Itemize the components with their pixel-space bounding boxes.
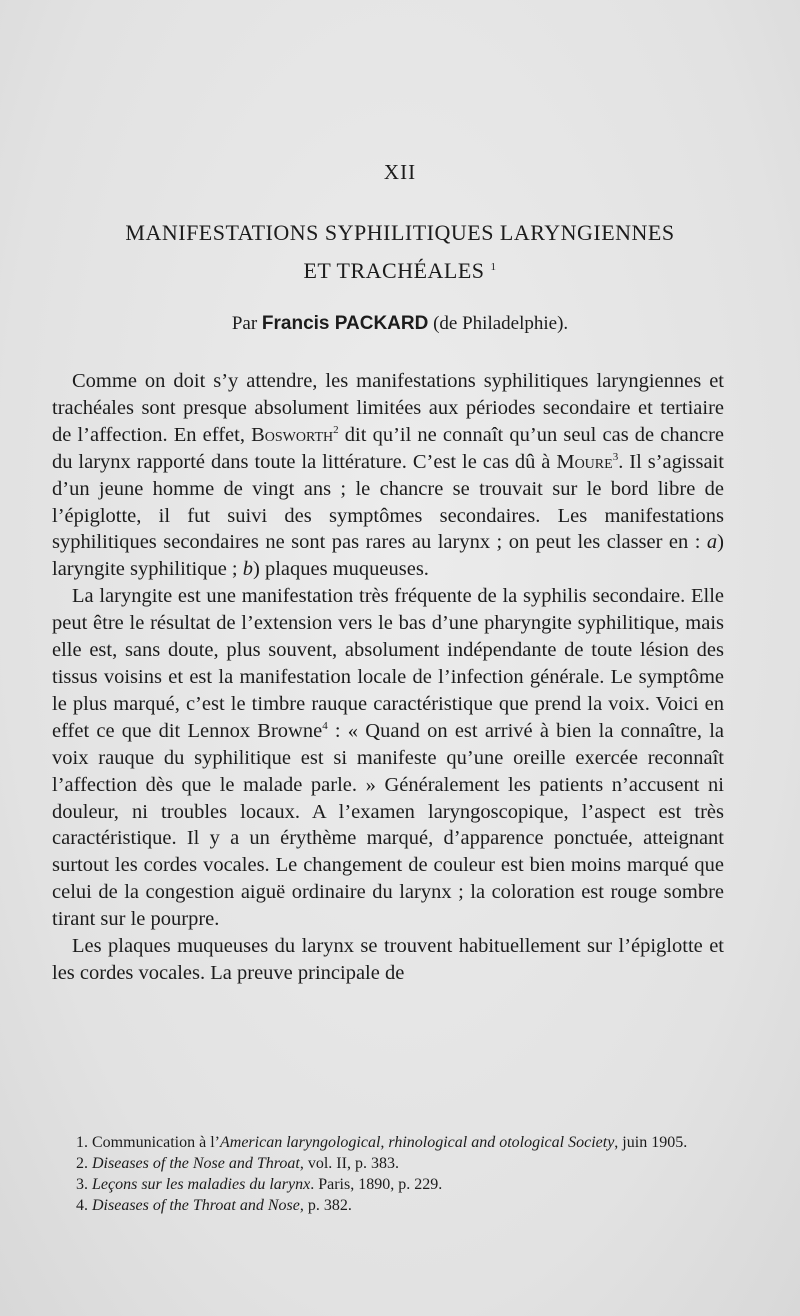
footnote-3-number: 3. [76, 1176, 88, 1193]
footnote-3 [52, 1174, 724, 1195]
footnote-1 [52, 1132, 724, 1153]
footnote-2-italic: Diseases of the Nose and Throat [92, 1155, 300, 1172]
footnote-4-number: 4. [76, 1197, 88, 1214]
author-line [0, 313, 800, 335]
title-footnote-ref: 1 [490, 261, 497, 273]
paragraph-3: Les plaques muqueuses du larynx se trouvent habituellement sur l’épiglotte et les cordes vocales. La preuve principale de [52, 935, 724, 984]
chapter-number: XII [383, 160, 417, 184]
author-ref-bosworth: Bosworth [251, 423, 334, 446]
p1-text-b: dit qu’il ne connaît qu’un seul cas de chancre du larynx rapporté dans toute la littérature. C’est le cas dû à [52, 423, 725, 473]
footnote-4-italic: Diseases of the Throat and Nose [92, 1197, 300, 1214]
list-marker-a: a [706, 531, 718, 554]
p1-text-d: ) laryngite syphilitique ; [52, 531, 724, 581]
footnote-1-text-b: , juin 1905. [614, 1134, 688, 1151]
footnote-ref-2: 2 [333, 423, 339, 436]
title-line-1-text: MANIFESTATIONS SYPHILITIQUES LARYNGIENNES [125, 220, 675, 245]
p1-text-c: . Il s’agissait d’un jeune homme de vingt ans ; le chancre se trouvait sur le bord libre de l’épiglotte, il fut suivi des symptômes secondaires. Les manifestations syphilitiques secondaires ne sont pas rares au larynx ; on peut les classer en : [52, 450, 724, 554]
chapter-title-line-1 [0, 220, 800, 246]
list-marker-b: b [242, 558, 253, 581]
footnote-ref-4: 4 [322, 719, 328, 732]
author-affiliation: (de Philadelphie). [433, 313, 569, 334]
body-text [52, 368, 724, 987]
footnote-3-text-b: . Paris, 1890, p. 229. [310, 1176, 443, 1193]
footnote-2 [52, 1153, 724, 1174]
p2-text-b: : « Quand on est arrivé à bien la connaître, la voix rauque du syphilitique est si manifeste qu’une oreille exercée reconnaît l’affection dès que le malade parle. » Généralement les patients n’accusent ni douleur, ni troubles locaux. A l’examen laryngoscopique, l’aspect est très caractéristique. Il y a un érythème marqué, d’apparence ponctuée, atteignant surtout les cordes vocales. Le changement de couleur est bien moins marqué que celui de la congestion aiguë ordinaire du larynx ; la coloration est rouge sombre tirant sur le pourpre. [52, 719, 725, 931]
footnote-ref-3: 3 [612, 450, 619, 463]
p1-text-e: ) plaques muqueuses. [253, 558, 429, 581]
footnote-3-italic: Leçons sur les maladies du larynx [92, 1176, 311, 1193]
author-ref-moure: Moure [556, 450, 613, 473]
chapter-title-line-2 [0, 258, 800, 284]
footnote-4-text-b: , p. 382. [299, 1197, 352, 1214]
paragraph-1 [52, 368, 724, 583]
paragraph-2 [52, 583, 724, 933]
p2-text-a: La laryngite est une manifestation très fréquente de la syphilis secondaire. Elle peut être le résultat de l’extension vers le bas d’une pharyngite syphilitique, mais elle est, sans doute, plus souvent, absolument indépendante de toute lésion des tissus voisins et est la manifestation locale de l’infection générale. Le symptôme le plus marqué, c’est le timbre rauque caractéristique que prend la voix. Voici en effet ce que dit Lennox Browne [52, 585, 724, 742]
footnote-1-number: 1. [76, 1134, 88, 1151]
footnote-2-text-b: , vol. II, p. 383. [299, 1155, 399, 1172]
author-prefix: Par [231, 313, 258, 334]
footnote-1-italic: American laryngological, rhinological and otological Society [219, 1134, 615, 1151]
footnote-1-text-a: Communication à l’ [92, 1134, 220, 1151]
footnote-2-number: 2. [76, 1155, 88, 1172]
footnotes [52, 1132, 724, 1216]
author-name: Francis PACKARD [261, 313, 429, 334]
title-line-2-text: ET TRACHÉALES [303, 258, 485, 283]
p1-text-a: Comme on doit s’y attendre, les manifestations syphilitiques laryngiennes et trachéales sont presque absolument limitées aux périodes secondaire et tertiaire de l’affection. En effet, [52, 370, 724, 446]
footnote-4 [52, 1195, 724, 1216]
